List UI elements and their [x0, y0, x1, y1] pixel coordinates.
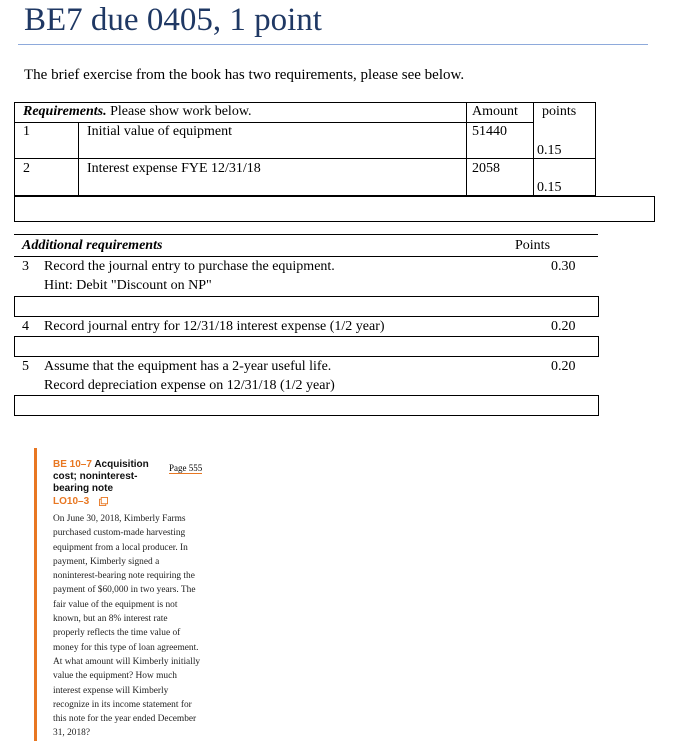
additional-top-rule [14, 234, 598, 235]
row-1-amount[interactable]: 51440 [472, 124, 507, 139]
exercise-body-line: value the equipment? How much [53, 671, 177, 682]
col-divider-amount [466, 103, 467, 196]
exercise-body-line: On June 30, 2018, Kimberly Farms [53, 514, 186, 524]
row-2-description: Interest expense FYE 12/31/18 [87, 161, 261, 176]
exercise-body-line: fair value of the equipment is not [53, 599, 178, 610]
exercise-body-line: equipment from a local producer. In [53, 542, 188, 553]
row-2-amount[interactable]: 2058 [472, 161, 500, 176]
item-3-line-1: Record the journal entry to purchase the equipment. [44, 259, 335, 274]
row-1-points: 0.15 [537, 143, 562, 158]
exercise-title-line-3: bearing note [53, 483, 114, 494]
exercise-body-line: interest expense will Kimberly [53, 685, 169, 696]
exercise-body-line: payment of $60,000 in two years. The [53, 585, 196, 596]
book-excerpt [34, 448, 237, 741]
amount-header: Amount [472, 104, 518, 119]
row-2-number: 2 [23, 161, 30, 176]
requirements-instruction: Please show work below. [106, 104, 252, 119]
header-row-divider [15, 122, 533, 123]
additional-points-header: Points [515, 238, 551, 253]
additional-heading: Additional requirements [22, 238, 163, 253]
item-4-answer-box[interactable] [14, 336, 599, 357]
exercise-body-line: purchased custom-made harvesting [53, 528, 186, 539]
item-5-points: 0.20 [551, 359, 576, 374]
col-divider-num [78, 123, 79, 196]
page-reference: Page 555 [169, 463, 203, 473]
item-3-points: 0.30 [551, 259, 576, 274]
item-3-number: 3 [22, 259, 29, 274]
requirements-table [14, 102, 596, 196]
exercise-body-line: this note for the year ended December [53, 714, 197, 725]
requirements-header [23, 104, 252, 120]
exercise-body-line: noninterest-bearing note requiring the [53, 571, 195, 582]
row-1-number: 1 [23, 124, 30, 139]
item-3-line-2: Hint: Debit "Discount on NP" [44, 278, 212, 293]
page-title: BE7 due 0405, 1 point [24, 2, 322, 38]
row-2-points: 0.15 [537, 180, 562, 195]
item-4-line-1: Record journal entry for 12/31/18 interest expense (1/2 year) [44, 319, 385, 334]
item-4-points: 0.20 [551, 319, 576, 334]
additional-header-rule [14, 256, 598, 257]
title-divider [18, 44, 648, 45]
exercise-body-line: money for this type of loan agreement. [53, 642, 199, 653]
item-5-number: 5 [22, 359, 29, 374]
item-3-answer-box[interactable] [14, 296, 599, 317]
external-link-icon[interactable] [99, 497, 108, 506]
row-1-description: Initial value of equipment [87, 124, 233, 139]
intro-text: The brief exercise from the book has two requirements, please see below. [24, 67, 465, 83]
item-4-number: 4 [22, 319, 29, 334]
item-5-answer-box[interactable] [14, 395, 599, 416]
requirements-label: Requirements. [23, 104, 107, 119]
col-divider-points [533, 103, 534, 196]
item-5-line-1: Assume that the equipment has a 2-year useful life. [44, 359, 332, 374]
row-divider [15, 158, 595, 159]
points-header: points [542, 104, 577, 119]
exercise-body-line: At what amount will Kimberly initially [53, 656, 201, 667]
exercise-body-line: known, but an 8% interest rate [53, 614, 168, 625]
learning-objective[interactable]: LO10–3 [53, 496, 90, 507]
exercise-body [53, 512, 233, 741]
exercise-title-line-1 [53, 459, 149, 470]
exercise-body-line: properly reflects the time value of [53, 628, 181, 639]
exercise-body-line: 31, 2018? [53, 728, 90, 739]
exercise-title-line-2: cost; noninterest- [53, 471, 138, 482]
exercise-body-line: recognize in its income statement for [53, 699, 192, 710]
exercise-title-text-1: Acquisition [91, 459, 149, 470]
work-answer-box[interactable] [14, 196, 655, 222]
exercise-number: BE 10–7 [53, 459, 92, 470]
exercise-body-line: payment, Kimberly signed a [53, 556, 160, 567]
item-5-line-2: Record depreciation expense on 12/31/18 (1/2 year) [44, 378, 335, 393]
